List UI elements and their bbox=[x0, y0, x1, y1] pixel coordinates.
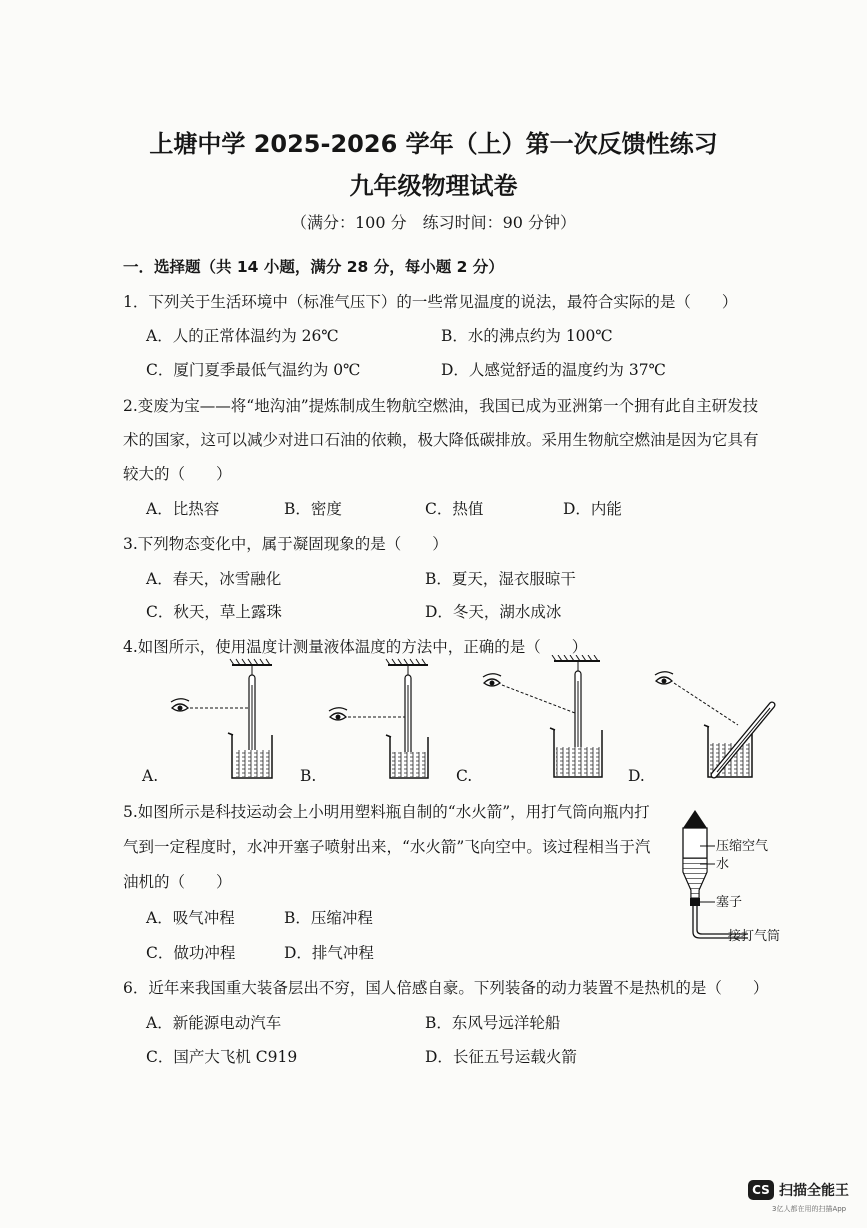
scanner-app-name: 扫描全能王 bbox=[779, 1183, 849, 1199]
question-1-option-a: A．人的正常体温约为 26℃ bbox=[146, 327, 339, 345]
question-2-option-a: A．比热容 bbox=[146, 500, 220, 518]
question-3-option-c: C．秋天，草上露珠 bbox=[146, 603, 282, 621]
question-5-stem-line-1: 5.如图所示是科技运动会上小明用塑料瓶自制的“水火箭”，用打气筒向瓶内打 bbox=[123, 803, 650, 821]
question-5-option-b: B．压缩冲程 bbox=[284, 909, 373, 927]
setup-c bbox=[483, 655, 602, 777]
figure-label-a: A. bbox=[142, 767, 159, 785]
question-2-option-c: C．热值 bbox=[425, 500, 484, 518]
scanner-tagline: 3亿人都在用的扫描App bbox=[772, 1205, 847, 1213]
section-heading: 一．选择题（共 14 小题，满分 28 分，每小题 2 分） bbox=[123, 258, 504, 276]
eye-icon bbox=[171, 699, 189, 711]
question-3-option-d: D．冬天，湖水成冰 bbox=[425, 603, 562, 621]
label-stopper: 塞子 bbox=[716, 895, 743, 910]
question-5-option-a: A．吸气冲程 bbox=[146, 909, 235, 927]
question-2-option-b: B．密度 bbox=[284, 500, 342, 518]
exam-title: 上塘中学 2025-2026 学年（上）第一次反馈性练习 bbox=[149, 130, 718, 158]
question-1-option-c: C．厦门夏季最低气温约为 0℃ bbox=[146, 361, 361, 379]
question-5-option-d: D．排气冲程 bbox=[284, 944, 374, 962]
water-rocket-figure bbox=[670, 806, 820, 946]
question-6-stem: 6．近年来我国重大装备层出不穷，国人倍感自豪。下列装备的动力装置不是热机的是（ ） bbox=[123, 979, 769, 997]
label-compressed-air: 压缩空气 bbox=[716, 839, 769, 854]
figure-label-b: B. bbox=[300, 767, 317, 785]
question-3-option-b: B．夏天，湿衣服晾干 bbox=[425, 570, 576, 588]
eye-icon bbox=[655, 672, 673, 684]
question-1-stem: 1．下列关于生活环境中（标准气压下）的一些常见温度的说法，最符合实际的是（ ） bbox=[123, 293, 738, 311]
question-3-stem: 3.下列物态变化中，属于凝固现象的是（ ） bbox=[123, 535, 448, 553]
question-5-stem-line-3: 油机的（ ） bbox=[123, 873, 232, 891]
question-2-stem-line-1: 2.变废为宝——将“地沟油”提炼制成生物航空燃油，我国已成为亚洲第一个拥有此自主研发技 bbox=[123, 397, 759, 415]
eye-icon bbox=[329, 708, 347, 720]
exam-info: （满分：100 分 练习时间：90 分钟） bbox=[290, 213, 577, 232]
question-2-stem-line-3: 较大的（ ） bbox=[123, 465, 232, 483]
label-water: 水 bbox=[716, 857, 730, 872]
question-2-stem-line-2: 术的国家，这可以减少对进口石油的依赖，极大降低碳排放。采用生物航空燃油是因为它具有 bbox=[123, 431, 759, 449]
figure-label-d: D. bbox=[628, 767, 645, 785]
figure-label-c: C. bbox=[456, 767, 473, 785]
question-2-option-d: D．内能 bbox=[563, 500, 622, 518]
setup-d bbox=[655, 672, 772, 777]
question-6-option-c: C．国产大飞机 C919 bbox=[146, 1048, 298, 1066]
question-3-option-a: A．春天，冰雪融化 bbox=[146, 570, 282, 588]
question-6-option-a: A．新能源电动汽车 bbox=[146, 1014, 282, 1032]
setup-a bbox=[171, 659, 272, 778]
question-4-stem: 4.如图所示，使用温度计测量液体温度的方法中，正确的是（ ） bbox=[123, 638, 588, 656]
exam-subject-title: 九年级物理试卷 bbox=[349, 172, 518, 200]
question-1-option-b: B．水的沸点约为 100℃ bbox=[441, 327, 613, 345]
question-5-option-c: C．做功冲程 bbox=[146, 944, 236, 962]
eye-icon bbox=[483, 674, 501, 686]
question-1-option-d: D．人感觉舒适的温度约为 37℃ bbox=[441, 361, 666, 379]
question-6-option-b: B．东风号远洋轮船 bbox=[425, 1014, 561, 1032]
setup-b bbox=[329, 659, 428, 778]
question-6-option-d: D．长征五号运载火箭 bbox=[425, 1048, 577, 1066]
label-pump-connection: 接打气筒 bbox=[728, 929, 781, 944]
question-5-stem-line-2: 气到一定程度时，水冲开塞子喷射出来，“水火箭”飞向空中。该过程相当于汽 bbox=[123, 838, 651, 856]
scanner-logo: CS bbox=[748, 1180, 774, 1200]
